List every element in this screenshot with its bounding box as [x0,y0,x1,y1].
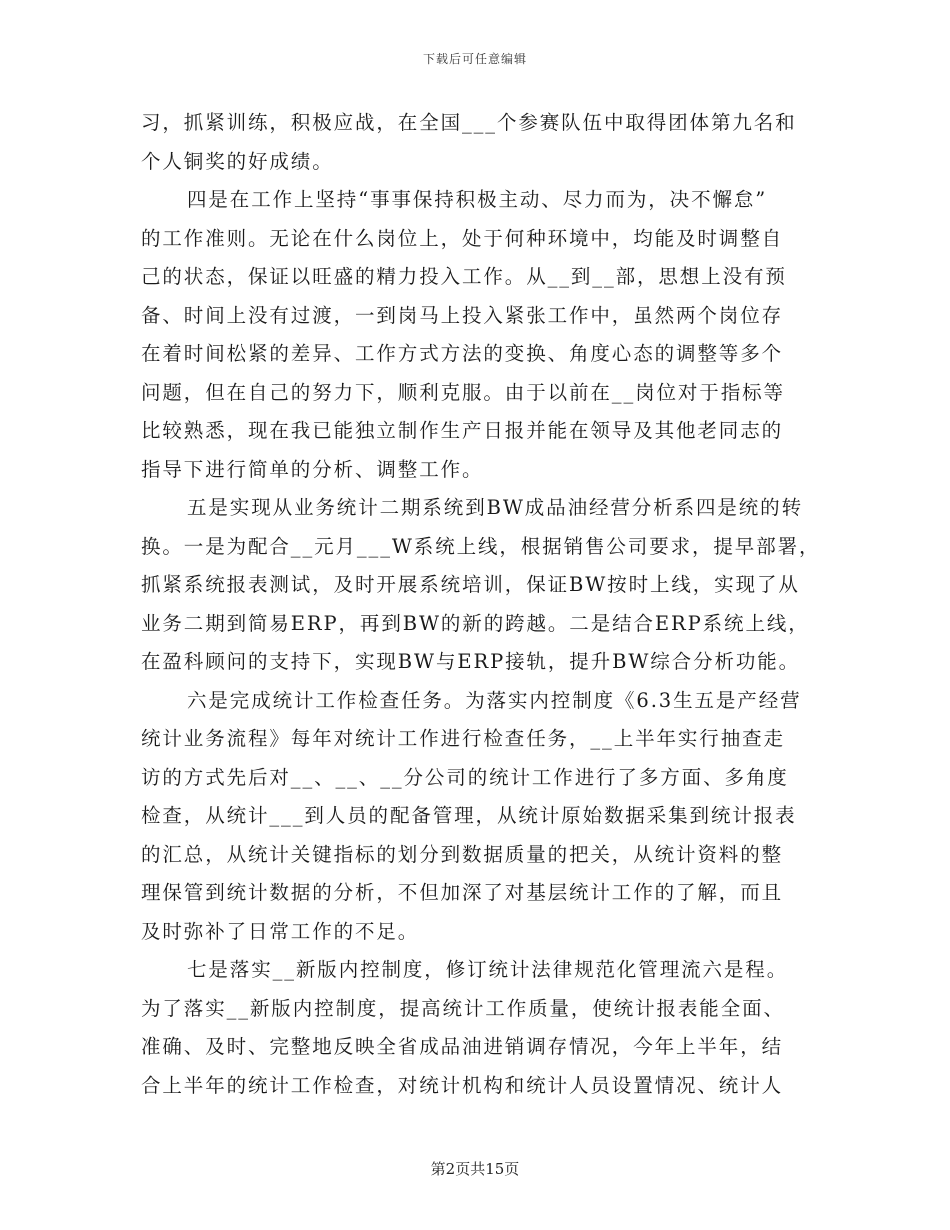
body-line: 及时弥补了日常工作的不足。 [141,919,420,943]
paragraph-start-line: 六是完成统计工作检查任务。为落实内控制度《6.3生五是产经营 [187,688,802,712]
body-line: 合上半年的统计工作检查，对统计机构和统计人员设置情况、统计人 [141,1073,784,1097]
body-line: 换。一是为配合__元月___W系统上线，根据销售公司要求，提早部署， [141,534,821,558]
body-line: 己的状态，保证以旺盛的精力投入工作。从__到__部，思想上没有预 [141,265,787,288]
body-line: 为了落实__新版内控制度，提高统计工作质量，使统计报表能全面、 [141,996,785,1020]
body-line: 习，抓紧训练，积极应战，在全国___个参赛队伍中取得团体第九名和 [141,111,797,134]
body-line: 的工作准则。无论在什么岗位上，处于何种环境中，均能及时调整自 [141,226,784,250]
body-line: 统计业务流程》每年对统计工作进行检查任务，__上半年实行抽查走 [141,727,785,750]
body-line: 在盈科顾问的支持下，实现BW与ERP接轨，提升BW综合分析功能。 [141,650,801,673]
document-body [141,104,821,1105]
paragraph-start-line: 五是实现从业务统计二期系统到BW成品油经营分析系四是统的转 [187,496,803,519]
page-header: 下载后可任意编辑 [422,52,527,66]
body-line: 业务二期到简易ERP，再到BW的新的跨越。二是结合ERP系统上线， [141,611,810,635]
body-line: 问题，但在自己的努力下，顺利克服。由于以前在__岗位对于指标等 [141,380,785,404]
paragraph-start-line: 四是在工作上坚持“事事保持积极主动、尽力而为，决不懈怠” [187,188,768,211]
body-line: 个人铜奖的好成绩。 [141,149,334,173]
body-line: 检查，从统计___到人员的配备管理，从统计原始数据采集到统计报表 [141,804,797,827]
body-line: 比较熟悉，现在我已能独立制作生产日报并能在领导及其他老同志的 [141,419,784,442]
body-line: 抓紧系统报表测试，及时开展系统培训，保证BW按时上线，实现了从 [141,573,800,596]
paragraph-start-line: 七是落实__新版内控制度，修订统计法律规范化管理流六是程。 [187,958,789,981]
body-line: 访的方式先后对__、__、__分公司的统计工作进行了多方面、多角度 [141,765,789,789]
body-line: 备、时间上没有过渡，一到岗马上投入紧张工作中，虽然两个岗位存 [141,303,784,327]
page-footer: 第2页共15页 [430,1160,520,1178]
body-line: 在着时间松紧的差异、工作方式方法的变换、角度心态的调整等多个 [141,342,784,365]
body-line: 指导下进行简单的分析、调整工作。 [141,457,484,481]
body-line: 准确、及时、完整地反映全省成品油进销调存情况，今年上半年，结 [141,1035,784,1058]
body-line: 的汇总，从统计关键指标的划分到数据质量的把关，从统计资料的整 [141,842,784,866]
body-line: 理保管到统计数据的分析，不但加深了对基层统计工作的了解，而且 [141,881,784,904]
